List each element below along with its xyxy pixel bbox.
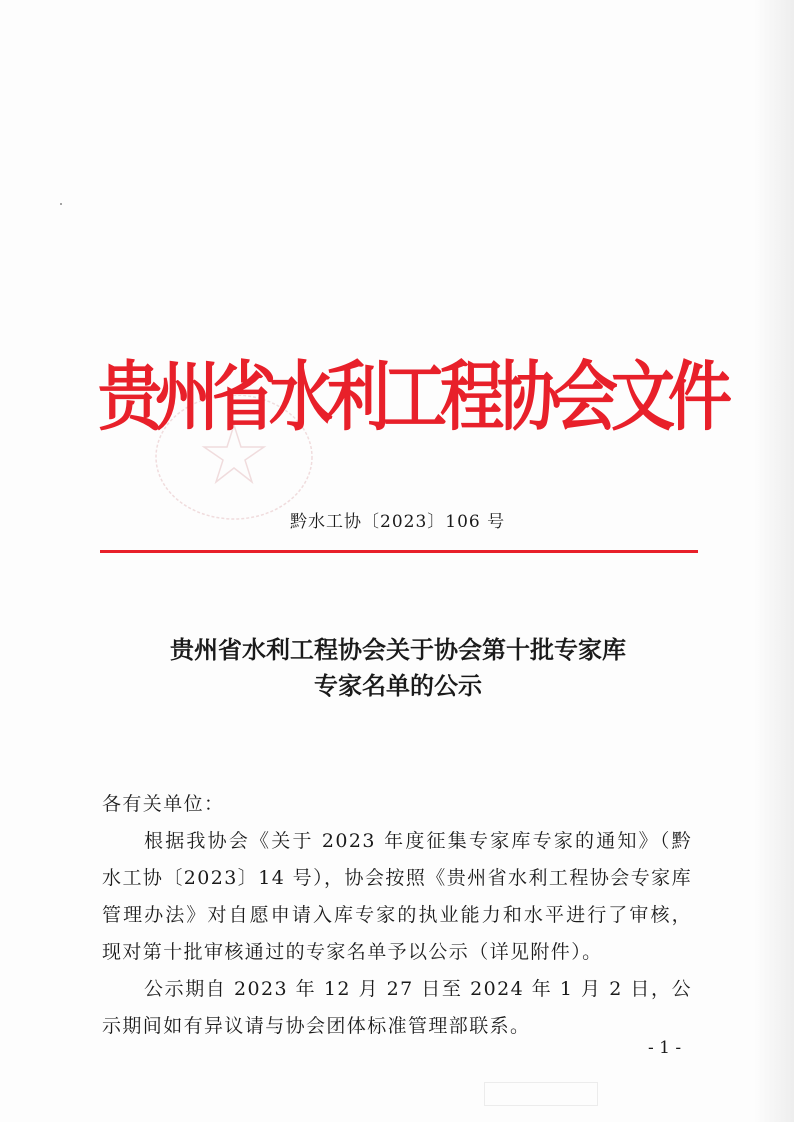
body-paragraph-2: 公示期自 2023 年 12 月 27 日至 2024 年 1 月 2 日，公示期间如有异议请与协会团体标准管理部联系。: [102, 978, 692, 1037]
document-header-title: 贵州省水利工程协会文件: [98, 354, 725, 442]
header-divider: [100, 550, 698, 553]
body-paragraph-1: 根据我协会《关于 2023 年度征集专家库专家的通知》（黔水工协〔2023〕14 号），协会按照《贵州省水利工程协会专家库管理办法》对自愿申请入库专家的执业能力和水平进行了审核，现对第十批审核通过的专家名单予以公示（详见附件）。: [102, 830, 692, 963]
document-number: 黔水工协〔2023〕106 号: [290, 512, 506, 532]
notice-body: [102, 786, 692, 1045]
notice-title-line1: 贵州省水利工程协会关于协会第十批专家库: [170, 636, 626, 664]
notice-title-line2: 专家名单的公示: [314, 672, 482, 700]
faint-footer-box: [484, 1082, 598, 1106]
salutation: 各有关单位：: [102, 793, 225, 815]
notice-title: [98, 632, 698, 704]
scan-speck: [60, 203, 62, 205]
page-number: - 1 -: [648, 1038, 682, 1058]
scan-shadow: [754, 0, 794, 1122]
